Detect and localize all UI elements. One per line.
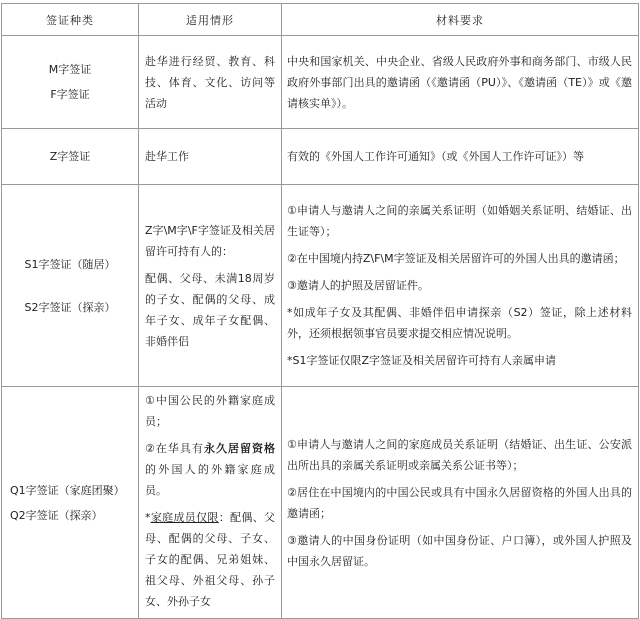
scope-intro: Z字\M字\F字签证及相关居留许可持有人的： xyxy=(145,223,275,258)
requirement-item: ①申请人与邀请人之间的亲属关系证明（如婚姻关系证明、结婚证、出生证等）； xyxy=(287,204,632,238)
note-underlined: 家庭成员仅限 xyxy=(150,511,219,524)
visa-type-label: S1字签证（随居） xyxy=(24,257,116,271)
scope-text-post: 的外国人的外籍家庭成员。 xyxy=(145,463,275,497)
requirement-item: ②在中国境内持Z\F\M字签证及相关居留许可的外国人出具的邀请函； xyxy=(287,252,625,265)
requirement-item: ②居住在中国境内的中国公民或具有中国永久居留资格的外国人出具的邀请函； xyxy=(287,485,632,520)
table-row xyxy=(2,129,639,185)
requirements-cell xyxy=(282,129,639,185)
scope-text: 赴华进行经贸、教育、科技、体育、文化、访问等活动 xyxy=(145,54,275,110)
requirements-cell xyxy=(282,36,639,129)
requirements-cell xyxy=(282,387,639,619)
scope-item xyxy=(145,438,275,501)
header-material-requirements: 材料要求 xyxy=(282,4,639,36)
header-visa-type: 签证种类 xyxy=(2,4,139,36)
requirement-item: ③邀请人的护照及居留证件。 xyxy=(287,279,429,292)
visa-type-label: Q1字签证（家庭团聚） xyxy=(10,483,125,497)
scope-cell xyxy=(139,36,282,129)
table-row xyxy=(2,36,639,129)
scope-cell xyxy=(139,129,282,185)
table-row xyxy=(2,387,639,619)
table-header-row xyxy=(2,4,639,36)
header-applicable-scope: 适用情形 xyxy=(139,4,282,36)
visa-type-cell xyxy=(2,129,139,185)
visa-type-label: Q2字签证（探亲） xyxy=(10,508,103,522)
visa-type-cell xyxy=(2,36,139,129)
visa-type-cell xyxy=(2,387,139,619)
scope-detail: 配偶、父母、未满18周岁的子女、配偶的父母、成年子女、成年子女配偶、非婚伴侣 xyxy=(145,271,275,348)
requirement-note: *S1字签证仅限Z字签证及相关居留许可持有人亲属申请 xyxy=(287,354,557,367)
requirements-cell xyxy=(282,185,639,387)
requirement-note: *如成年子女及其配偶、非婚伴侣申请探亲（S2）签证，除上述材料外，还须根据领事官员要求提交相应情况说明。 xyxy=(287,306,632,340)
requirement-text: 有效的《外国人工作许可通知》（或《外国人工作许可证》）等 xyxy=(287,150,584,163)
visa-requirements-table xyxy=(1,3,639,619)
visa-type-label: F字签证 xyxy=(50,88,90,101)
visa-type-cell xyxy=(2,185,139,387)
note-text: ：配偶、父母、配偶的父母、子女、子女的配偶、兄弟姐妹、祖父母、外祖父母、孙子女、外孙子女 xyxy=(145,511,276,608)
scope-text: 赴华工作 xyxy=(145,150,189,163)
requirement-item: ③邀请人的中国身份证明（如中国身份证、户口簿），或外国人护照及中国永久居留证。 xyxy=(287,533,632,568)
scope-cell xyxy=(139,387,282,619)
requirement-text: 中央和国家机关、中央企业、省级人民政府外事和商务部门、市级人民政府外事部门出具的邀请函（《邀请函（PU）》、《邀请函（TE）》或《邀请核实单》）。 xyxy=(287,54,632,110)
visa-type-label: M字签证 xyxy=(48,63,92,76)
table-row xyxy=(2,185,639,387)
requirement-item: ①申请人与邀请人之间的家庭成员关系证明（结婚证、出生证、公安派出所出具的亲属关系证明或亲属关系公证书等）； xyxy=(287,437,632,472)
scope-text-pre: ②在华具有 xyxy=(145,442,204,455)
visa-type-label: Z字签证 xyxy=(49,150,91,163)
scope-item: ①中国公民的外籍家庭成员； xyxy=(145,394,275,428)
scope-note xyxy=(145,507,275,612)
scope-cell xyxy=(139,185,282,387)
visa-type-label: S2字签证（探亲） xyxy=(24,300,116,314)
note-asterisk: * xyxy=(145,511,151,524)
scope-text-bold: 永久居留资格 xyxy=(203,442,275,455)
